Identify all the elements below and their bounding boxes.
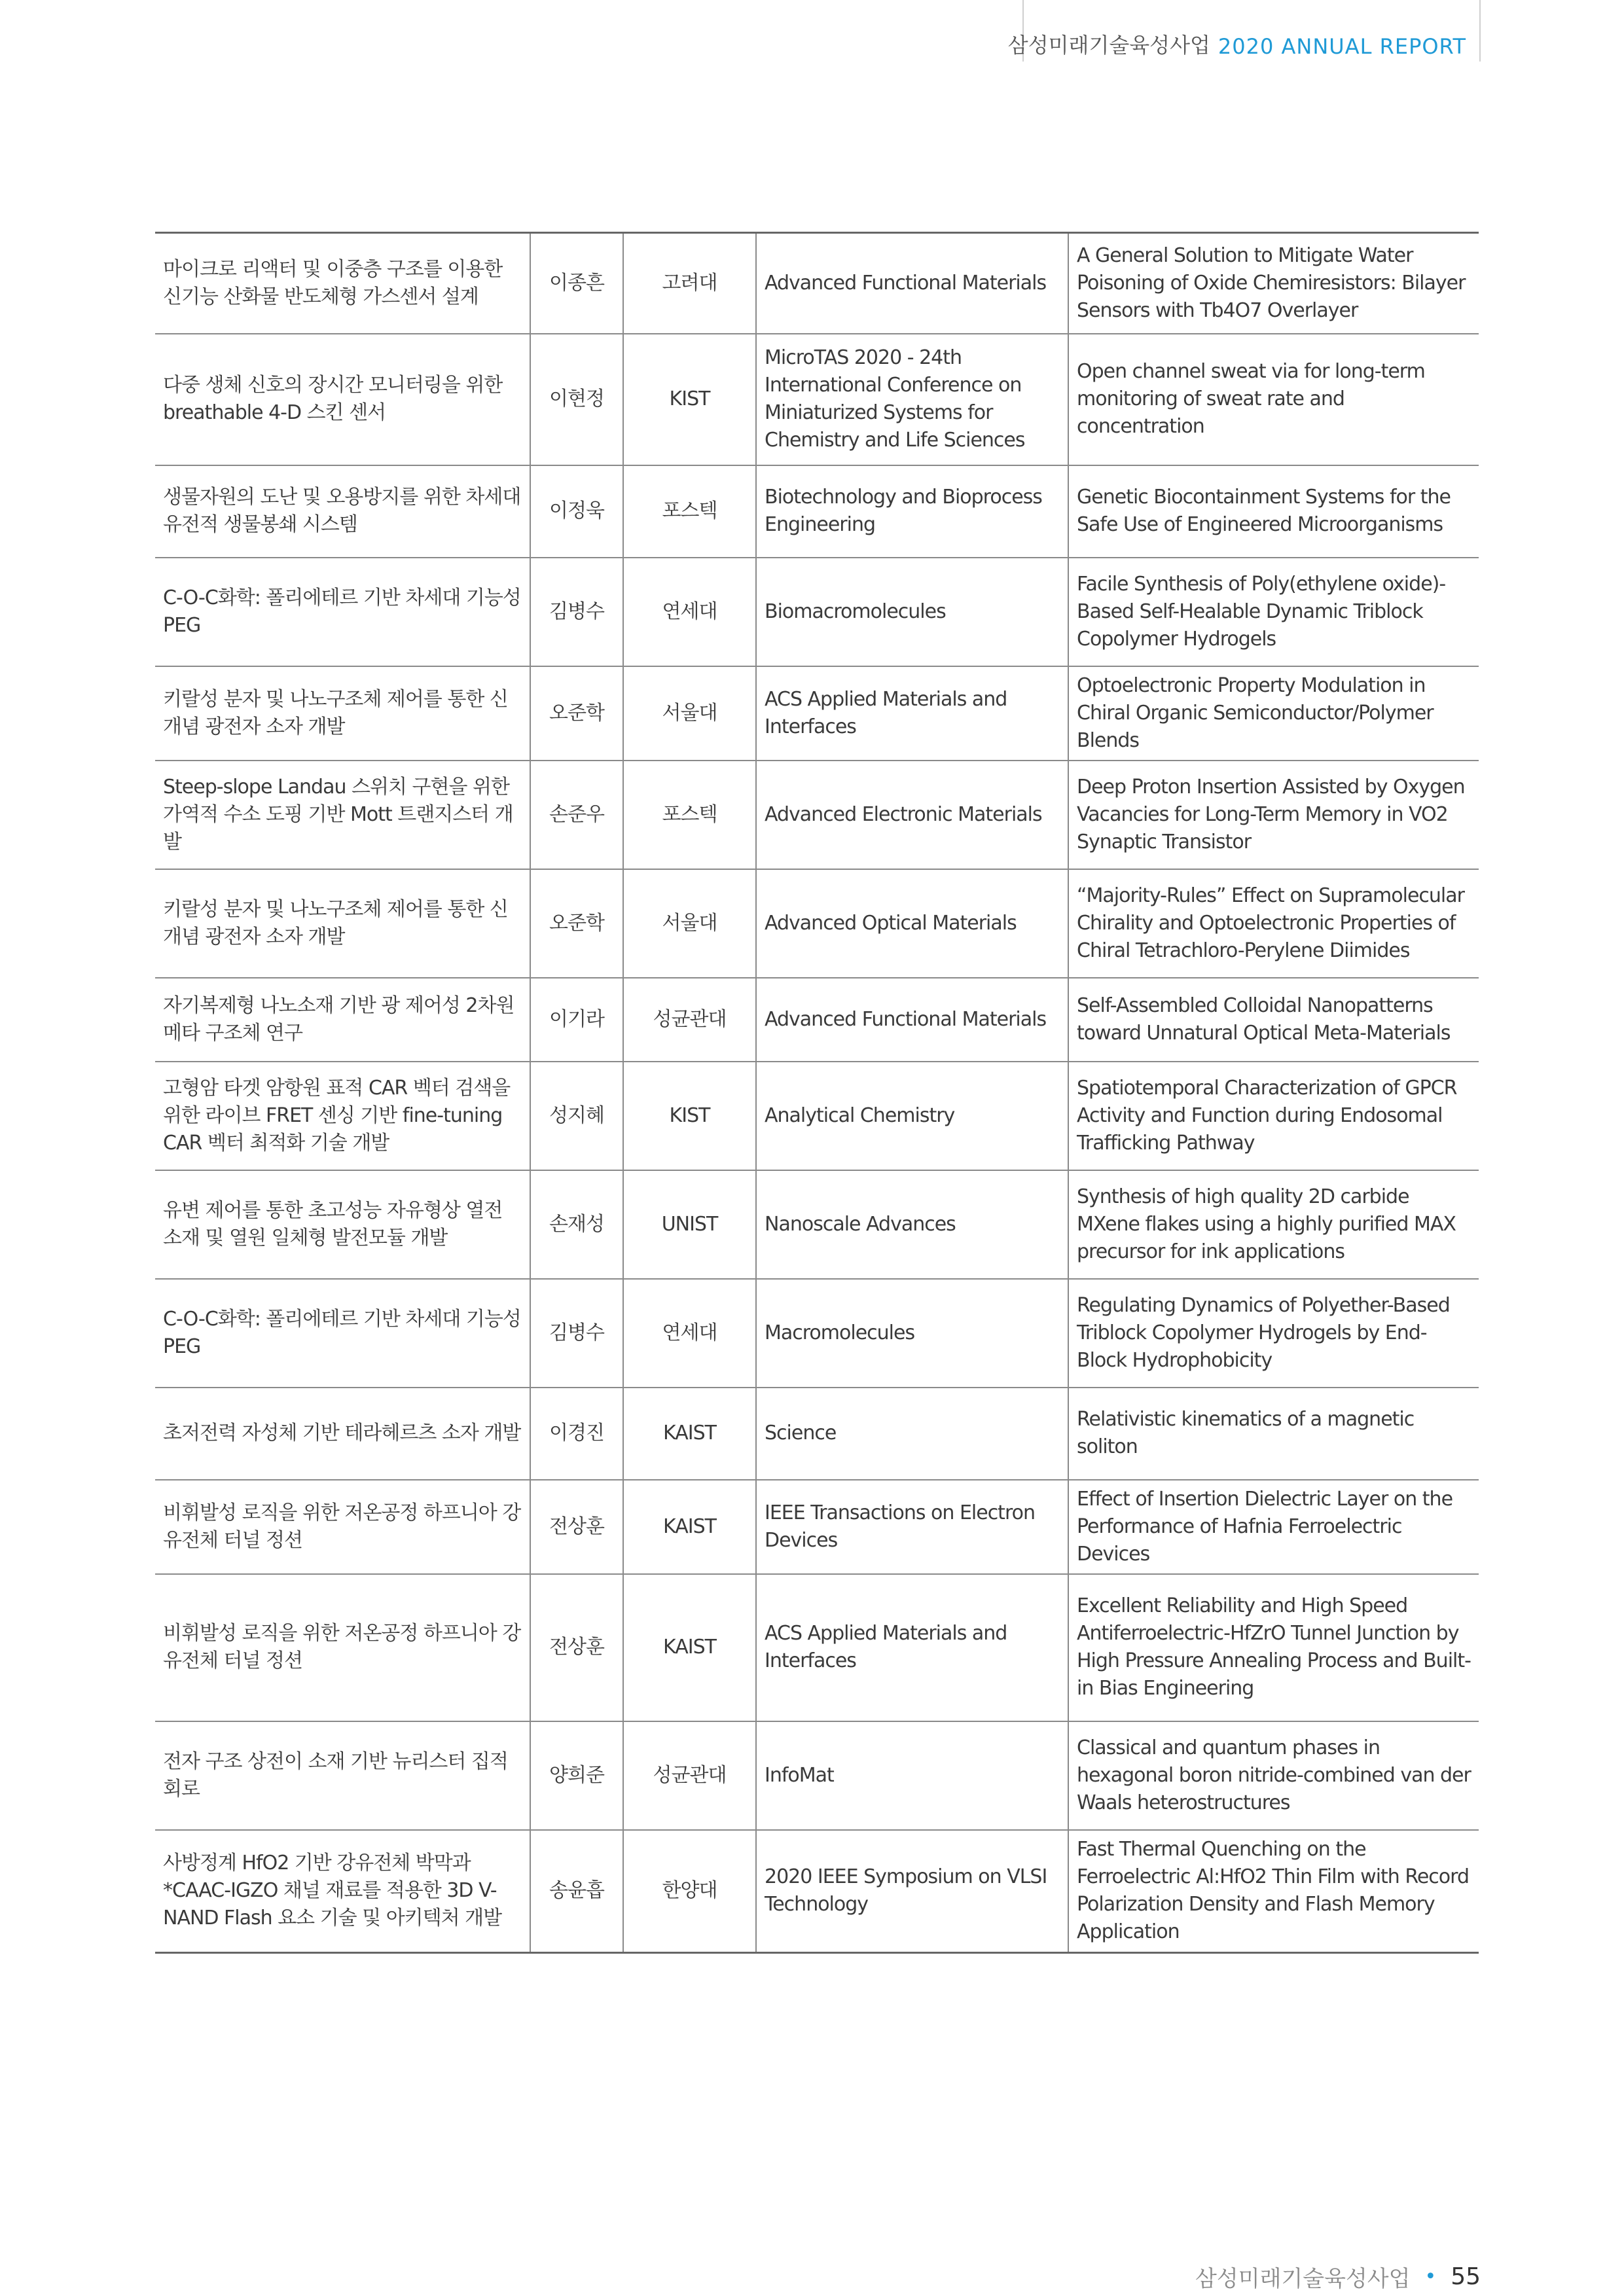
- paper-title: “Majority-Rules” Effect on Supramolecular Chirality and Optoelectronic Properties of Chiral Tetrachloro-Perylene Diimides: [1068, 869, 1479, 978]
- researcher-name: 전상훈: [530, 1574, 623, 1721]
- journal: Analytical Chemistry: [756, 1062, 1068, 1170]
- institution: 한양대: [623, 1830, 756, 1953]
- project-title: C-O-C화학: 폴리에테르 기반 차세대 기능성 PEG: [155, 558, 530, 666]
- institution: 서울대: [623, 869, 756, 978]
- journal: Advanced Electronic Materials: [756, 761, 1068, 869]
- header-org: 삼성미래기술육성사업: [1007, 33, 1210, 58]
- footer-org: 삼성미래기술육성사업: [1195, 2265, 1411, 2292]
- table-row: [155, 1830, 1479, 1953]
- researcher-name: 손준우: [530, 761, 623, 869]
- journal: InfoMat: [756, 1721, 1068, 1830]
- table-row: [155, 1574, 1479, 1721]
- page-footer: [1113, 2257, 1481, 2296]
- table-row: [155, 1279, 1479, 1388]
- journal: ACS Applied Materials and Interfaces: [756, 666, 1068, 761]
- institution: 연세대: [623, 1279, 756, 1388]
- project-title: 유변 제어를 통한 초고성능 자유형상 열전 소재 및 열원 일체형 발전모듈 개발: [155, 1170, 530, 1279]
- institution: UNIST: [623, 1170, 756, 1279]
- header-report: 2020 ANNUAL REPORT: [1218, 34, 1466, 59]
- institution: 고려대: [623, 233, 756, 334]
- paper-title: Deep Proton Insertion Assisted by Oxygen Vacancies for Long-Term Memory in VO2 Synaptic Transistor: [1068, 761, 1479, 869]
- institution: KAIST: [623, 1388, 756, 1480]
- researcher-name: 오준학: [530, 666, 623, 761]
- institution: 포스텍: [623, 761, 756, 869]
- institution: 포스텍: [623, 465, 756, 558]
- researcher-name: 전상훈: [530, 1480, 623, 1574]
- paper-title: Optoelectronic Property Modulation in Chiral Organic Semiconductor/Polymer Blends: [1068, 666, 1479, 761]
- table-row: [155, 1480, 1479, 1574]
- footer-bullet-icon: •: [1424, 2265, 1437, 2288]
- project-title: 비휘발성 로직을 위한 저온공정 하프니아 강유전체 터널 정션: [155, 1480, 530, 1574]
- researcher-name: 이경진: [530, 1388, 623, 1480]
- table-row: [155, 761, 1479, 869]
- journal: Biotechnology and Bioprocess Engineering: [756, 465, 1068, 558]
- paper-title: Fast Thermal Quenching on the Ferroelectric Al:HfO2 Thin Film with Record Polarization Density and Flash Memory Application: [1068, 1830, 1479, 1953]
- paper-title: Classical and quantum phases in hexagonal boron nitride-combined van der Waals heterostructures: [1068, 1721, 1479, 1830]
- researcher-name: 이현정: [530, 334, 623, 465]
- journal: MicroTAS 2020 - 24th International Conference on Miniaturized Systems for Chemistry and Life Sciences: [756, 334, 1068, 465]
- journal: Advanced Functional Materials: [756, 978, 1068, 1062]
- paper-title: Spatiotemporal Characterization of GPCR Activity and Function during Endosomal Trafficking Pathway: [1068, 1062, 1479, 1170]
- table-row: [155, 666, 1479, 761]
- institution: 성균관대: [623, 1721, 756, 1830]
- paper-title: Facile Synthesis of Poly(ethylene oxide)-Based Self-Healable Dynamic Triblock Copolymer Hydrogels: [1068, 558, 1479, 666]
- journal: Macromolecules: [756, 1279, 1068, 1388]
- table-row: [155, 869, 1479, 978]
- project-title: 키랄성 분자 및 나노구조체 제어를 통한 신개념 광전자 소자 개발: [155, 666, 530, 761]
- journal: 2020 IEEE Symposium on VLSI Technology: [756, 1830, 1068, 1953]
- project-title: Steep-slope Landau 스위치 구현을 위한 가역적 수소 도핑 기반 Mott 트랜지스터 개발: [155, 761, 530, 869]
- page-number: 55: [1451, 2263, 1481, 2290]
- journal: Biomacromolecules: [756, 558, 1068, 666]
- journal: IEEE Transactions on Electron Devices: [756, 1480, 1068, 1574]
- researcher-name: 성지혜: [530, 1062, 623, 1170]
- table-row: [155, 558, 1479, 666]
- table-row: [155, 978, 1479, 1062]
- paper-title: Genetic Biocontainment Systems for the Safe Use of Engineered Microorganisms: [1068, 465, 1479, 558]
- table-row: [155, 1062, 1479, 1170]
- researcher-name: 손재성: [530, 1170, 623, 1279]
- institution: KIST: [623, 1062, 756, 1170]
- researcher-name: 이정욱: [530, 465, 623, 558]
- project-title: 비휘발성 로직을 위한 저온공정 하프니아 강유전체 터널 정션: [155, 1574, 530, 1721]
- project-title: C-O-C화학: 폴리에테르 기반 차세대 기능성 PEG: [155, 1279, 530, 1388]
- paper-title: A General Solution to Mitigate Water Poisoning of Oxide Chemiresistors: Bilayer Sensors with Tb4O7 Overlayer: [1068, 233, 1479, 334]
- journal: Advanced Functional Materials: [756, 233, 1068, 334]
- project-title: 사방정계 HfO2 기반 강유전체 박막과 *CAAC-IGZO 채널 재료를 적용한 3D V-NAND Flash 요소 기술 및 아키텍처 개발: [155, 1830, 530, 1953]
- journal: ACS Applied Materials and Interfaces: [756, 1574, 1068, 1721]
- project-title: 생물자원의 도난 및 오용방지를 위한 차세대 유전적 생물봉쇄 시스템: [155, 465, 530, 558]
- researcher-name: 이종흔: [530, 233, 623, 334]
- paper-title: Excellent Reliability and High Speed Antiferroelectric-HfZrO Tunnel Junction by High Pressure Annealing Process and Built-in Bias Engineering: [1068, 1574, 1479, 1721]
- project-title: 전자 구조 상전이 소재 기반 뉴리스터 집적 회로: [155, 1721, 530, 1830]
- institution: 서울대: [623, 666, 756, 761]
- table-row: [155, 233, 1479, 334]
- project-title: 고형암 타겟 암항원 표적 CAR 벡터 검색을 위한 라이브 FRET 센싱 기반 fine-tuning CAR 벡터 최적화 기술 개발: [155, 1062, 530, 1170]
- project-title: 자기복제형 나노소재 기반 광 제어성 2차원 메타 구조체 연구: [155, 978, 530, 1062]
- paper-title: Regulating Dynamics of Polyether-Based Triblock Copolymer Hydrogels by End-Block Hydrophobicity: [1068, 1279, 1479, 1388]
- paper-title: Synthesis of high quality 2D carbide MXene flakes using a highly purified MAX precursor for ink applications: [1068, 1170, 1479, 1279]
- table-row: [155, 1721, 1479, 1830]
- institution: 연세대: [623, 558, 756, 666]
- publications-table: [155, 232, 1479, 1954]
- institution: KAIST: [623, 1574, 756, 1721]
- table-row: [155, 1388, 1479, 1480]
- institution: KIST: [623, 334, 756, 465]
- researcher-name: 이기라: [530, 978, 623, 1062]
- paper-title: Self-Assembled Colloidal Nanopatterns toward Unnatural Optical Meta-Materials: [1068, 978, 1479, 1062]
- paper-title: Effect of Insertion Dielectric Layer on the Performance of Hafnia Ferroelectric Devices: [1068, 1480, 1479, 1574]
- table-row: [155, 334, 1479, 465]
- researcher-name: 오준학: [530, 869, 623, 978]
- researcher-name: 김병수: [530, 1279, 623, 1388]
- table-row: [155, 1170, 1479, 1279]
- researcher-name: 양희준: [530, 1721, 623, 1830]
- institution: 성균관대: [623, 978, 756, 1062]
- journal: Advanced Optical Materials: [756, 869, 1068, 978]
- journal: Science: [756, 1388, 1068, 1480]
- paper-title: Relativistic kinematics of a magnetic soliton: [1068, 1388, 1479, 1480]
- paper-title: Open channel sweat via for long-term monitoring of sweat rate and concentration: [1068, 334, 1479, 465]
- researcher-name: 김병수: [530, 558, 623, 666]
- table-row: [155, 465, 1479, 558]
- project-title: 키랄성 분자 및 나노구조체 제어를 통한 신개념 광전자 소자 개발: [155, 869, 530, 978]
- journal: Nanoscale Advances: [756, 1170, 1068, 1279]
- page-header: [1007, 0, 1481, 62]
- project-title: 초저전력 자성체 기반 테라헤르츠 소자 개발: [155, 1388, 530, 1480]
- institution: KAIST: [623, 1480, 756, 1574]
- project-title: 다중 생체 신호의 장시간 모니터링을 위한 breathable 4-D 스킨 센서: [155, 334, 530, 465]
- researcher-name: 송윤흡: [530, 1830, 623, 1953]
- project-title: 마이크로 리액터 및 이중층 구조를 이용한 신기능 산화물 반도체형 가스센서 설계: [155, 233, 530, 334]
